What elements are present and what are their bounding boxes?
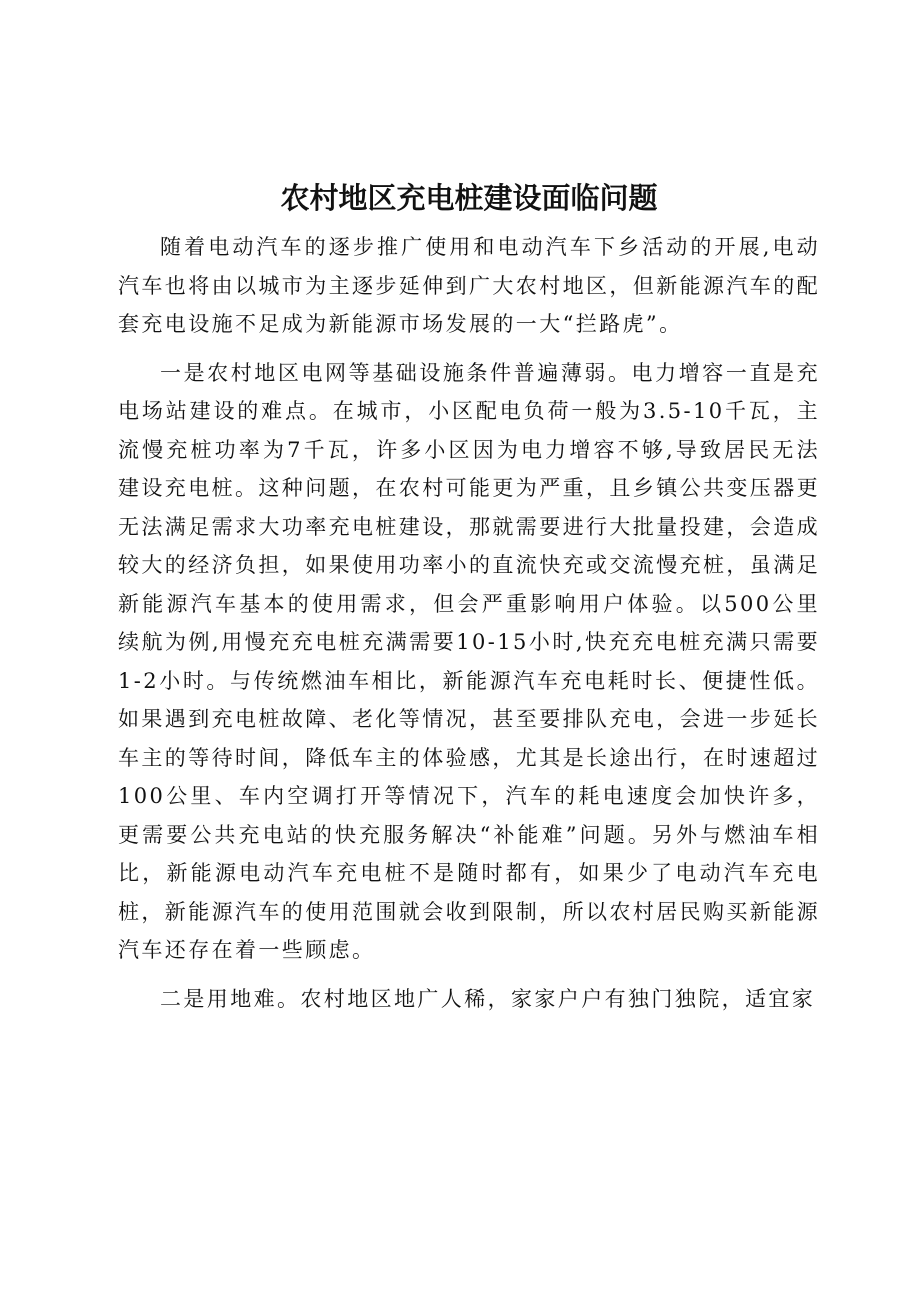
paragraph-infrastructure: 一是农村地区电网等基础设施条件普遍薄弱。电力增容一直是充电场站建设的难点。在城市，小区配电负荷一般为3.5-10千瓦，主流慢充桩功率为7千瓦，许多小区因为电力增容不够,导致居民无法建设充电桩。这种问题，在农村可能更为严重，且乡镇公共变压器更无法满足需求大功率充电桩建设，那就需要进行大批量投建，会造成较大的经济负担，如果使用功率小的直流快充或交流慢充桩，虽满足新能源汽车基本的使用需求，但会严重影响用户体验。以500公里续航为例,用慢充充电桩充满需要10-15小时,快充充电桩充满只需要1-2小时。与传统燃油车相比，新能源汽车充电耗时长、便捷性低。如果遇到充电桩故障、老化等情况，甚至要排队充电，会进一步延长车主的等待时间，降低车主的体验感，尤其是长途出行，在时速超过100公里、车内空调打开等情况下，汽车的耗电速度会加快许多，更需要公共充电站的快充服务解决“补能难”问题。另外与燃油车相比，新能源电动汽车充电桩不是随时都有，如果少了电动汽车充电桩，新能源汽车的使用范围就会收到限制，所以农村居民购买新能源汽车还存在着一些顾虑。 — [118, 360, 820, 962]
paragraph-land-use: 二是用地难。农村地区地广人稀，家家户户有独门独院，适宜家 — [160, 986, 816, 1011]
document-page — [118, 172, 820, 1028]
paragraph-intro: 随着电动汽车的逐步推广使用和电动汽车下乡活动的开展,电动汽车也将由以城市为主逐步延伸到广大农村地区，但新能源汽车的配套充电设施不足成为新能源市场发展的一大“拦路虎”。 — [118, 235, 820, 336]
document-title: 农村地区充电桩建设面临问题 — [280, 181, 658, 215]
